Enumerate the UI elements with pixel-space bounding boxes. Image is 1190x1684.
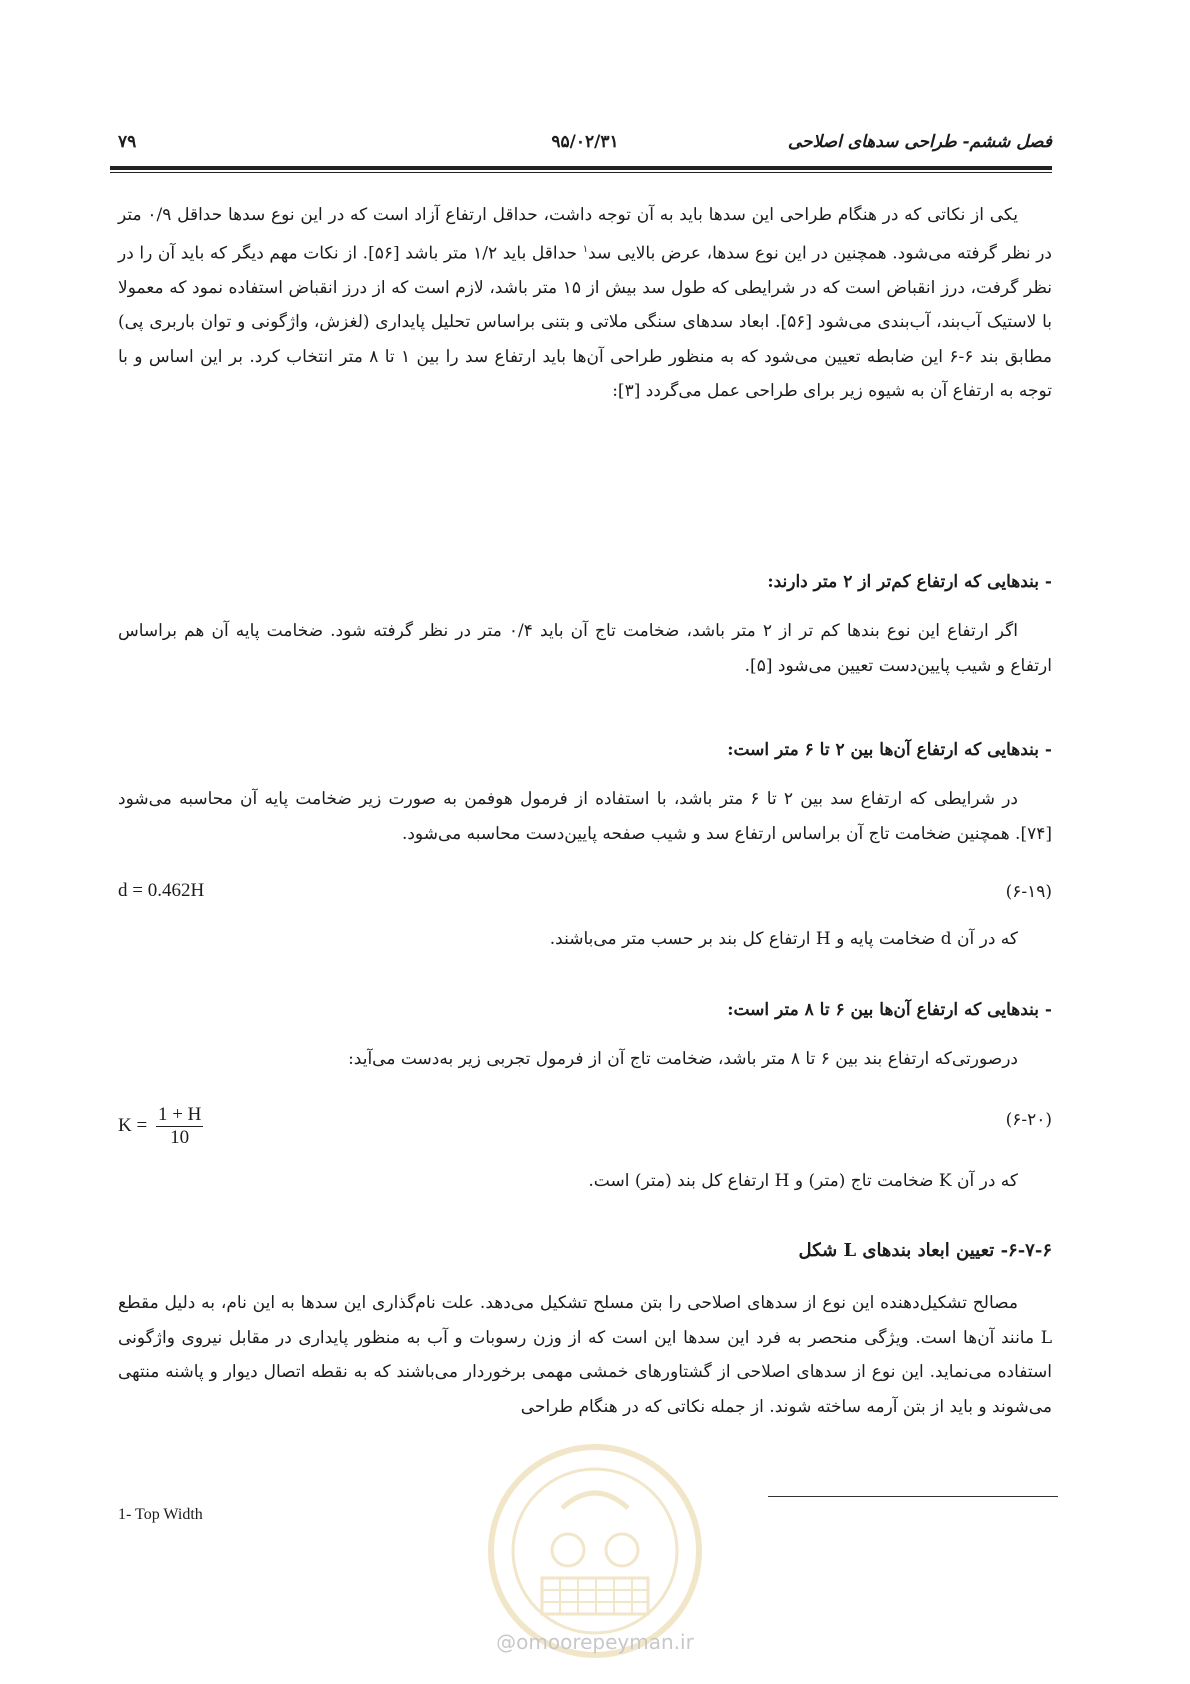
paragraph-1-part-a: یکی از نکاتی که در هنگام طراحی این سدها باید به آن توجه داشت، حداقل ارتفاع آزاد است که در این نوع سدها حداقل ۰/۹ متر در نظر گرفته می‌شود. همچنین در این نوع سدها، عرض بالایی سد bbox=[118, 205, 1053, 264]
watermark-url: @omoorepeyman.ir bbox=[496, 1630, 694, 1654]
page-number: ۷۹ bbox=[118, 132, 137, 152]
equation-20-number: (۶-۲۰) bbox=[1005, 1110, 1052, 1130]
equation-19-explanation: که در آن d ضخامت پایه و H ارتفاع کل بند بر حسب متر می‌باشند. bbox=[549, 929, 1018, 949]
footnote: 1- Top Width bbox=[118, 1506, 203, 1523]
header-rule bbox=[110, 166, 1052, 170]
paragraph-3: در شرایطی که ارتفاع سد بین ۲ تا ۶ متر باشد، با استفاده از فرمول هوفمن به صورت زیر ضخامت پایه آن محاسبه می‌شود [۷۴]. همچنین ضخامت تاج آن براساس ارتفاع سد و شیب صفحه پایین‌دست محاسبه می‌شود. bbox=[118, 789, 1052, 844]
header-rule-thin bbox=[110, 172, 1052, 173]
page-header bbox=[118, 126, 1052, 162]
footnote-ref: ۱ bbox=[582, 243, 589, 255]
paragraph-4: درصورتی‌که ارتفاع بند بین ۶ تا ۸ متر باشد، ضخامت تاج آن از فرمول تجربی زیر به‌دست می‌آید: bbox=[348, 1049, 1018, 1069]
paragraph-1-part-b: حداقل باید ۱/۲ متر باشد [۵۶]. از نکات مهم دیگر که باید آن را در نظر گرفت، درز انقباض است که در شرایطی که طول سد بیش از ۱۵ متر باشد، لازم است که از درز انقباض استفاده نمود که معمولا با لاستیک آب‌بند، آب‌بندی می‌شود [۵۶]. ابعاد سدهای سنگی ملاتی و بتنی براساس تحلیل پایداری (لغزش، واژگونی و توان باربری پی) مطابق بند ۶-۶ این ضابطه تعیین می‌شود که به منظور طراحی آن‌ها باید ارتفاع سد را بین ۱ تا ۸ متر انتخاب کرد. بر این اساس و با توجه به ارتفاع آن به شیوه زیر برای طراحی عمل می‌گردد [۳]: bbox=[118, 243, 1053, 402]
footnote-rule bbox=[768, 1496, 1058, 1497]
subheading-6-to-8m: - بندهایی که ارتفاع آن‌ها بین ۶ تا ۸ متر است: bbox=[727, 1000, 1052, 1020]
equation-20 bbox=[118, 1096, 1052, 1158]
section-heading-l-shaped: ۶-۷-۶- تعیین ابعاد بندهای L شکل bbox=[798, 1240, 1052, 1261]
equation-20-explanation: که در آن K ضخامت تاج (متر) و H ارتفاع کل بند (متر) است. bbox=[588, 1171, 1018, 1191]
equation-20-numerator: 1 + H bbox=[157, 1104, 202, 1125]
equation-20-formula bbox=[118, 1104, 203, 1149]
subheading-under-2m: - بندهایی که ارتفاع کم‌تر از ۲ متر دارند: bbox=[767, 572, 1052, 592]
equation-20-fraction bbox=[156, 1104, 203, 1149]
equation-19-number: (۶-۱۹) bbox=[1005, 882, 1052, 902]
chapter-title: فصل ششم- طراحی سدهای اصلاحی bbox=[787, 132, 1052, 152]
equation-20-denominator: 10 bbox=[170, 1127, 190, 1148]
subheading-2-to-6m: - بندهایی که ارتفاع آن‌ها بین ۲ تا ۶ متر است: bbox=[727, 740, 1052, 760]
paragraph-1 bbox=[118, 198, 1052, 409]
equation-20-lhs: K = bbox=[118, 1114, 148, 1136]
paragraph-5: مصالح تشکیل‌دهنده این نوع از سدهای اصلاحی را بتن مسلح تشکیل می‌دهد. علت نام‌گذاری این سدها به این نام، به دلیل مقطع L مانند آن‌ها است. ویژگی منحصر به فرد این سدها این است که از وزن رسوبات و آب به منظور پایداری در مقابل نیروی واژگونی استفاده می‌نماید. این نوع از سدهای اصلاحی از گشتاورهای خمشی مهمی برخوردار می‌باشند که به نقطه اتصال دیوار و پاشنه منتهی می‌شوند و باید از بتن آرمه ساخته شوند. از جمله نکاتی که در هنگام طراحی bbox=[118, 1293, 1052, 1417]
equation-19 bbox=[118, 880, 1052, 920]
equation-19-formula: d = 0.462H bbox=[118, 880, 205, 901]
paragraph-2: اگر ارتفاع این نوع بندها کم تر از ۲ متر باشد، ضخامت تاج آن باید ۰/۴ متر در نظر گرفته شود. ضخامت پایه آن هم براساس ارتفاع و شیب پایین‌دست تعیین می‌شود [۵]. bbox=[118, 621, 1052, 676]
header-date: ۹۵/۰۲/۳۱ bbox=[551, 132, 619, 152]
